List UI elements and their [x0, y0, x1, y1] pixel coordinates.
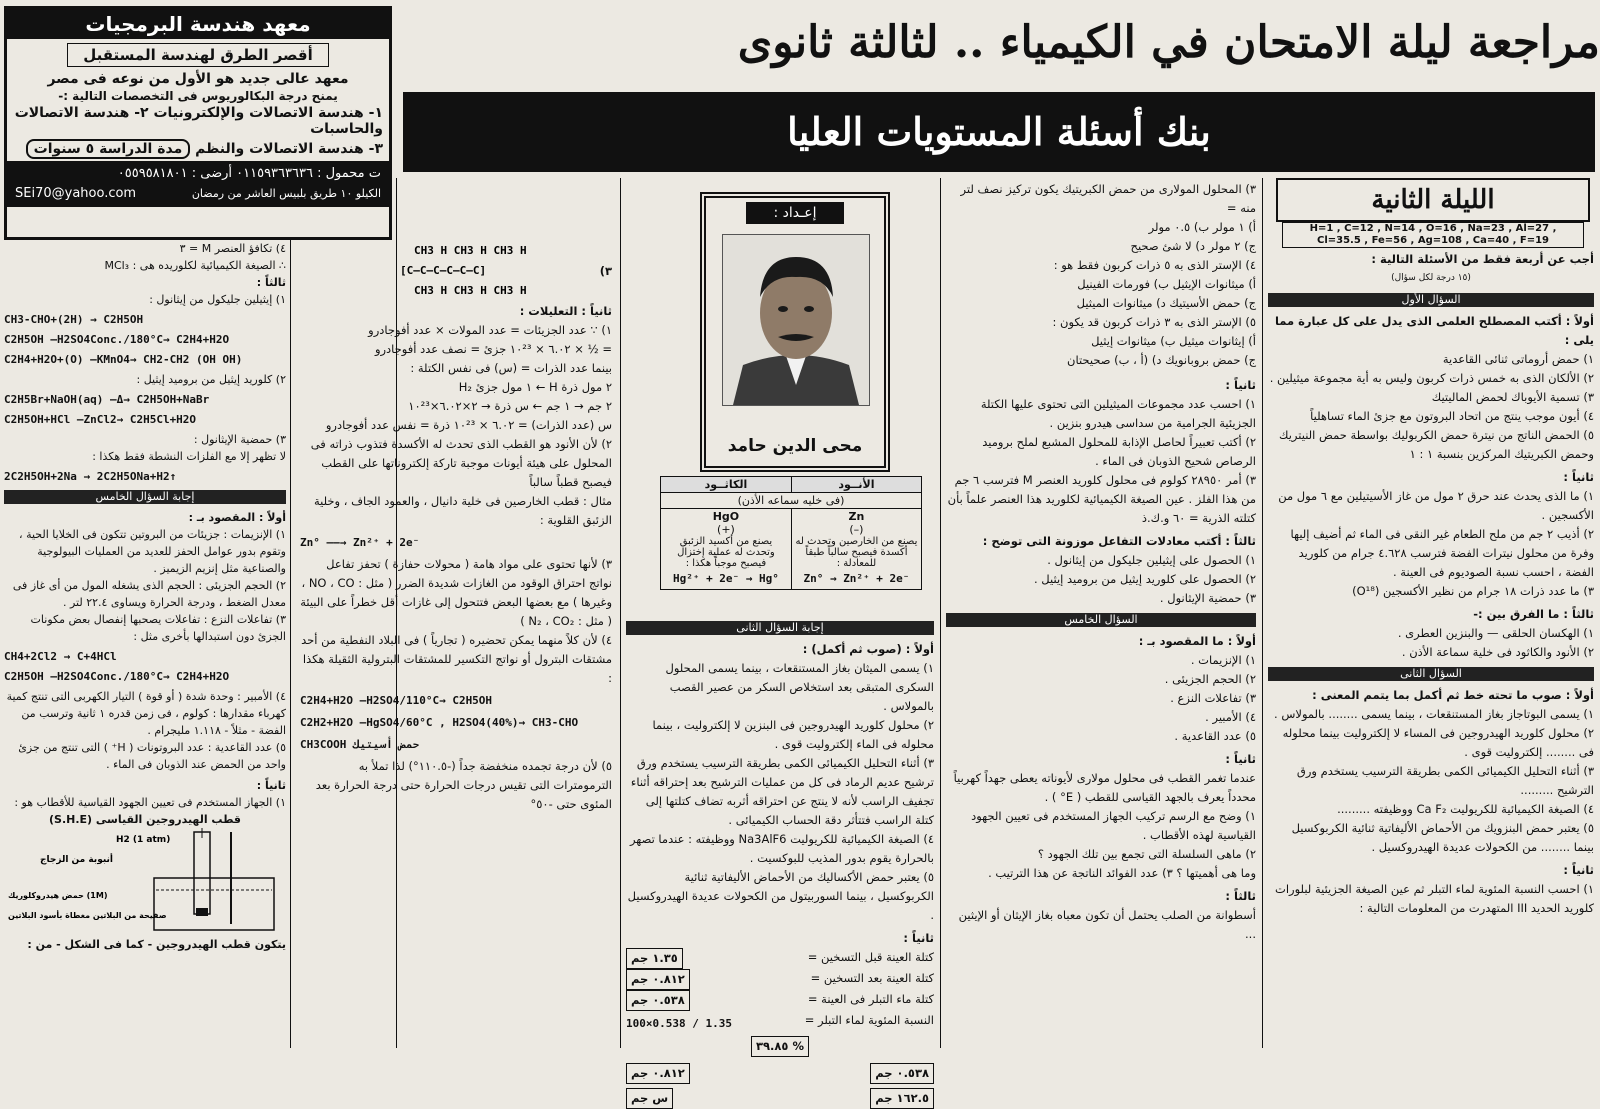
subsection-title: ثانياً : [1225, 378, 1256, 392]
calc-bottom-value: س جم [626, 1088, 673, 1109]
list-item: ٢) أذيب ٢ جم من ملح الطعام غير النقى فى الماء ثم أضيف إليها وفرة من محلول نيترات الفضة فترسب ٤.٦٢٨ جرام من كلوريد الفضة ، احسب نسبة الصوديوم فى العينة . [1290, 527, 1594, 579]
electrode-table [660, 476, 922, 590]
list-item: ٢) الأنود والكاثود فى خلية سماعة الأذن . [1401, 645, 1594, 659]
question-bar: السؤال الثانى [1268, 667, 1594, 681]
equation: Zn° ——→ Zn²⁺ + 2e⁻ [300, 536, 420, 549]
list-item: ٥) الإستر الذى به ٣ ذرات كربون قد يكون : [1052, 315, 1256, 329]
q5-second-items [946, 769, 1256, 883]
anode-sign: (–) [849, 523, 864, 536]
equation: C2H5OH —H2SO4Conc./180°C→ C2H4+H2O [4, 333, 230, 346]
list-item: أ) ميثانوات الإيثيل ب) فورمات الفينيل [1077, 277, 1256, 291]
cathode-equation: Hg²⁺ + 2e⁻ → Hg° [672, 572, 779, 585]
list-item: ١) احسب عدد مجموعات الميثيلين التى تحتوى عليها الكتلة الجزيئية الجرامية من سداسى هيدرو بنزين . [980, 397, 1256, 430]
question-title: أولاً : صوب ما تحته خط ثم أكمل بما يتمم المعنى : [1312, 688, 1594, 702]
question-bar: السؤال الخامس [946, 613, 1256, 627]
calc-rows [626, 948, 934, 1109]
intro: أجب عن أربعة فقط من الأسئلة التالية : [1371, 252, 1594, 266]
ans2-items [626, 659, 934, 925]
cathode-symbol: HgO [712, 510, 740, 523]
calc-bottom-value: ٠.٨١٢ جم [626, 1063, 690, 1084]
hydrogen-electrode-diagram [6, 828, 286, 936]
list-item: ٢) الألكان الذى به خمس ذرات كربون وليس به أية مجموعة ميثيلين . [1269, 371, 1594, 385]
answer-line: ∴ الصيغة الكيميائية لكلوريده هى : MCl₃ [104, 259, 286, 272]
list-item: ١) حمض أروماتى ثنائى القاعدية [1442, 352, 1594, 366]
list-item: ١) الحصول على إيثيلين جليكول من إيثانول . [1047, 553, 1256, 567]
equation: C2H4+H2O —H2SO4/110°C→ C2H5OH [300, 694, 493, 707]
subsection-title: ثانياً : [1225, 752, 1256, 766]
calc-bottom-row [626, 1063, 934, 1084]
column-left [4, 240, 286, 1048]
ad-contact-row [15, 184, 381, 204]
ad-spec-row [13, 139, 383, 159]
polymer-block [300, 240, 612, 302]
calc-value: ١.٣٥ جم [626, 948, 683, 969]
q2-second-item: ١) احسب النسبة المئوية لماء التبلر ثم عين الصيغة الجزيئية لبلورات كلوريد الحديد III المتهدرت من المعلومات التالية : [1275, 882, 1594, 915]
answer-line: قطب الهيدروجين القياسى (S.H.E) [49, 813, 241, 826]
list-item: ٤) الصيغة الكيميائية للكريوليت Na3AlF6 ووظيفته : عندما تصهر بالحرارة يقوم بدور المذيب للبوكسيت . [629, 832, 934, 865]
calc-row [626, 969, 934, 990]
list-item: ٣) تسمية الأيوباك لحمض الماليتيك [1431, 390, 1594, 404]
list-item: ١) الإنزيمات . [1190, 653, 1256, 667]
explanation-item: ٢ جم → ١ جم ← س ذرة → ٢×٦.٠٢×١٠²³ [408, 399, 612, 413]
answer-line: ٥) عدد القاعدية : عدد البروتونات ( H⁺ ) التى تنتج من جزئ واحد من الحمض عند الذوبان فى الماء . [18, 741, 286, 771]
question-title: أولاً : أكتب المصطلح العلمى الذى يدل على كل عبارة مما يلى : [1274, 314, 1594, 347]
cathode-cell [661, 509, 792, 590]
atomic-masses [1282, 222, 1584, 248]
calc-bottom-value: ٠.٥٣٨ جم [870, 1063, 934, 1084]
answer-line: ٤) الأمبير : وحدة شدة ( أو قوة ) التيار الكهربى التى تنتج كمية كهرباء مقدارها : كولوم ، فى زمن قدره ١ ثانية وترسب من الفضة - مثلاً - ١.١١٨ مليجرام . [6, 690, 286, 737]
diagram-label: أنبوبة من الزجاج [40, 855, 113, 865]
list-item: ٣) أمر ٢٨٩٥٠ كولوم فى محلول كلوريد العنصر M فترسب ٦ جم من هذا الفلز . عين الصيغة الكيميائية لكلوريد هذا العنصر علماً بأن كتلته الذرية = ٦٠ و.ك.ذ [947, 473, 1256, 525]
list-item: ١) وضح مع الرسم تركيب الجهاز المستخدم فى تعيين الجهود القياسية لهذه الأقطاب . [971, 809, 1256, 842]
list-item: ٥) الحمض الناتج من نيترة حمض الكربوليك بواسطة حمض النيتريك وحمض الكبريتيك المركزين بنسبة ١ : ١ [1279, 428, 1594, 461]
svg-text:CH3 H CH3 H CH3 H: CH3 H CH3 H CH3 H [413, 284, 527, 297]
list-item: ٢) الحجم الجزيئى . [1164, 672, 1256, 686]
page-title: مراجعة ليلة الامتحان في الكيمياء .. لثالثة ثانوى [737, 17, 1600, 68]
intro-sub: (١٥ درجة لكل سؤال) [1391, 273, 1471, 283]
answer-line: ٣) حمضية الإيثانول : [193, 433, 286, 446]
author-name: محى الدين حامد [727, 436, 863, 456]
ad-footer [7, 161, 389, 207]
q2-items [1268, 705, 1594, 857]
equation: C2H5OH —H2SO4Conc./180°C→ C2H4+H2O [4, 670, 230, 683]
list-item: ٤) الأمبير . [1205, 710, 1256, 724]
list-item: ٣) تفاعلات النزع . [1170, 691, 1256, 705]
diagram-label: حمض هيدروكلوريك (1M) [8, 891, 108, 900]
calc-result-row [626, 1036, 934, 1057]
q5-items [946, 651, 1256, 746]
answer-line: ٢) كلوريد إيثيل من بروميد إيثيل : [136, 373, 286, 386]
calc-value: ٠.٥٣٨ جم [626, 990, 690, 1011]
calc-formula: 100×0.538 / 1.35 [626, 1017, 732, 1030]
equation: CH3-CHO+(2H) → C2H5OH [4, 313, 144, 326]
calc-bottom-value: ١٦٢.٥ جم [870, 1088, 934, 1109]
ad-phones: ت محمول : ٠١١٥٩٣٦٣٦٣٦ أرضى : ٠٥٥٩٥٨١٨٠١ [117, 166, 381, 181]
calc-label: النسبة المئوية لماء التبلر = [804, 1013, 934, 1027]
explanation-item: ٥) لأن درجة تجمده منخفضة جداً (-١١٠.٥°) لذا تملأ به الترمومترات التى تقيس درجات الحرارة حتى درجة الحرارة بعد المئوى حتى -٥٠° [315, 759, 612, 811]
question-number: ٣) [599, 263, 612, 278]
equation: 2C2H5OH+2Na → 2C2H5ONa+H2↑ [4, 470, 177, 483]
table-header-cathode: الكاثــود [661, 477, 792, 493]
q5-third-item: أسطوانة من الصلب يحتمل أن تكون معباه بغاز الإيثان أو الإيثين ... [958, 908, 1256, 941]
night-title: الليلة الثانية [1276, 178, 1590, 222]
list-item: وما هى أهميتها ؟ ٣) عدد الفوائد الناتجة عن هذا الترتيب . [988, 866, 1256, 880]
ad-duration: مدة الدراسة ٥ سنوات [26, 139, 191, 159]
atomic-masses-line: Cl=35.5 , Fe=56 , Ag=108 , Ca=40 , F=19 [1316, 235, 1550, 246]
list-item: ٣) حمضية الإيثانول . [1159, 591, 1256, 605]
answer-line: ١) إيثيلين جليكول من إيثانول : [149, 293, 286, 306]
ad-email[interactable]: SEi70@yahoo.com [15, 186, 137, 201]
explanation-item: بينما عدد الذرات = (س) فى نفس الكتلة : [410, 361, 612, 375]
explanation-item: مثال : قطب الخارصين فى خلية دانيال ، والعمود الجاف ، وخلية الزئبق القلوية : [313, 494, 612, 527]
calc-bottom-row [626, 1088, 934, 1109]
subsection-title: ثالثاً : [1225, 889, 1256, 903]
ad-institute-name: معهد هندسة البرمجيات [7, 9, 389, 39]
explanation-item: ٢ مول ذرة H ← ١ مول جزئ H₂ [458, 380, 612, 394]
list-item: ٤) أيون موجب ينتج من اتحاد البروتون مع جزئ الماء تساهلياً [1310, 409, 1594, 423]
explanation-item: = ½ × ٦.٠٢ × ١٠²³ جزئ = نصف عدد أفوجادرو [374, 342, 612, 356]
anode-symbol: Zn [848, 510, 865, 523]
answer-line: ٤) تكافؤ العنصر M = ٣ [179, 242, 286, 255]
question-bar: السؤال الأول [1268, 293, 1594, 307]
equation: CH3COOH حمض أسيتيك [300, 738, 420, 751]
list-item: ٥) يعتبر حمض الأكساليك من الأحماض الأليفاتية ثنائية الكربوكسيل ، بينما السوربيتول من الكحولات عديدة الهيدروكسيل . [627, 870, 934, 922]
subsection-title: ثالثاً : ما الفرق بين :- [1473, 607, 1594, 621]
answer-line: ٢) الحجم الجزيئى : الحجم الذى يشغله المول من أى غاز فى معدل الضغط ، ودرجة الحرارة ويساوى ٢٢.٤ لتر . [12, 579, 286, 609]
calc-row [626, 990, 934, 1011]
list-item: ١) يسمى الميثان بغاز المستنقعات ، بينما يسمى المحلول السكرى المتبقى بعد استخلاص السكر من عصير القصب بالمولاس . [665, 661, 934, 713]
column-mid-left [300, 240, 612, 1048]
calc-label: كتلة العينة بعد التسخين = [810, 971, 934, 985]
answer-line: ٣) تفاعلات النزع : تفاعلات يصحبها إنفصال بعض مكونات الجزئ دون استبدالها بأخرى مثل : [30, 613, 286, 643]
equation: CH4+2Cl2 → C+4HCl [4, 650, 117, 663]
list-item: أ) ١ مولر ب) ٠.٥ مولر [1148, 220, 1256, 234]
equation: C2H5Br+NaOH(aq) —Δ→ C2H5OH+NaBr [4, 393, 210, 406]
author-box [700, 192, 890, 472]
column-center [626, 616, 934, 1105]
svg-text:[C—C—C—C—C—C]: [C—C—C—C—C—C] [399, 264, 486, 277]
answer-title: أولاً : (صوب ثم أكمل) : [802, 642, 934, 656]
ad-line: يمنح درجة البكالوريوس فى التخصصات التالية :- [58, 89, 338, 103]
list-item: ٢) محلول كلوريد الهيدروجين فى المساء لا إلكتروليت بينما محلوله فى ........ إلكتروليت قوى . [1282, 726, 1594, 759]
list-item: ج) حمض بروبانويك د) (أ ، ب) صحيحتان [1067, 353, 1256, 367]
list-item: ١) الهكسان الحلقى — والبنزين العطرى . [1397, 626, 1594, 640]
atomic-masses-line: H=1 , C=12 , N=14 , O=16 , Na=23 , Al=27 , [1309, 223, 1557, 234]
answer-line: ١) الجهاز المستخدم فى تعيين الجهود القياسية للأقطاب هو : [14, 796, 286, 809]
calc-value: ٠.٨١٢ جم [626, 969, 690, 990]
subsection-title: ثالثاً : أكتب معادلات التفاعل موزونة التى توضح : [982, 534, 1256, 548]
anode-text: يصنع من الخارصين وتحدث له أكسدة فيصبح سالباً طبقاً للمعادلة : [795, 536, 918, 569]
list-item: ٣) أثناء التحليل الكيميائى الكمى بطريقة الترسيب يستخدم ورق ترشيح عديم الرماد فى كل من عمليات الترشيح بعد إحتراقه أثناء تجفيف الراسب لأنه لا ينتج عن احتراقه أثربه تضاف كتلتها إلى كتلة الراسب فتتأثر دقة الحساب الكيميائى . [630, 756, 934, 827]
list-item: ٣) المحلول المولارى من حمض الكبريتيك يكون تركيز نصف لتر منه = [960, 182, 1256, 215]
polymer-structure [394, 240, 594, 302]
list-item: ٣) ما عدد ذرات ١٨ جرام من نظير الأكسجين (O¹⁸) [1352, 584, 1594, 598]
diagram-label: صفيحة من البلاتين مغطاة بأسود البلاتين [8, 911, 167, 920]
ad-address: الكيلو ١٠ طريق بلبيس العاشر من رمضان [191, 187, 381, 200]
institute-ad [4, 6, 392, 240]
calc-row [626, 1011, 934, 1036]
subsection-title: ثانياً : التعليلات : [519, 304, 612, 318]
list-item: ٢) محلول كلوريد الهيدروجين فى البنزين لا إلكتروليت ، بينما محلوله فى الماء إلكتروليت قوى . [652, 718, 934, 751]
svg-text:CH3 H CH3 H CH3 H: CH3 H CH3 H CH3 H [413, 244, 527, 257]
list-item: ٢) الحصول على كلوريد إيثيل من بروميد إيثيل . [1033, 572, 1256, 586]
ad-line: معهد عالى جديد هو الأول من نوعه فى مصر [47, 71, 349, 87]
subsection-title: ثانياً : [256, 779, 286, 792]
list-item: ٣) أثناء التحليل الكيميائى الكمى بطريقة الترسيب يستخدم ورق الترشيح ......... [1296, 764, 1594, 797]
column-right [1268, 250, 1594, 1048]
anode-cell [791, 509, 921, 590]
third-items [946, 551, 1256, 608]
equation: C2H5OH+HCl —ZnCl2→ C2H5Cl+H2O [4, 413, 197, 426]
list-item: ٤) الصيغة الكيميائية للكريوليت Ca F₂ ووظيفته ......... [1337, 802, 1594, 816]
section-banner: بنك أسئلة المستويات العليا [403, 92, 1595, 172]
calc-label: كتلة ماء التبلر فى العينة = [807, 992, 934, 1006]
list-item: أ) إيثانوات ميثيل ب) ميثانوات إيثيل [1091, 334, 1256, 348]
table-header-anode: الأنــود [791, 477, 921, 493]
explanation-item: ٣) لأنها تحتوى على مواد هامة ( محولات حفازة ) تحفز تفاعل نواتج احتراق الوقود من الغازات شديدة الضرر ( مثل : NO ، CO ، وغيرها ) مع بعضها البعض فتتحول إلى غازات أقل خطراً على البيئة ( مثل : N₂ ، CO₂ ) [300, 557, 612, 628]
list-item: ٥) يعتبر حمض البنزويك من الأحماض الأليفاتية ثنائية الكربوكسيل بينما ........ من الكحولات عديدة الهيدروكسيل . [1291, 821, 1594, 854]
q1-second-items [1268, 487, 1594, 601]
ad-spec: ١- هندسة الاتصالات والإلكترونيات ٢- هندسة الاتصالات والحاسبات [14, 105, 383, 137]
column-divider [620, 178, 621, 1048]
answer-bar: إجابة السؤال الثانى [626, 621, 934, 635]
list-item: ج) حمض الأسيتيك د) ميثانوات الميثيل [1076, 296, 1256, 310]
column-divider [1262, 178, 1263, 1048]
ad-slogan: أقصر الطرق لهندسة المستقبل [67, 43, 329, 67]
table-title: (فى خليه سماعه الأذن) [661, 493, 922, 509]
calc-row [626, 948, 934, 969]
subsection-title: ثانياً : [903, 931, 934, 945]
diagram-label: H2 (1 atm) [116, 835, 171, 845]
list-item: ٢) ماهى السلسلة التى تجمع بين تلك الجهود ؟ [1037, 847, 1256, 861]
cathode-text: يصنع من أكسيد الزئبق وتحدث له عملية إختزال فيصبح موجباً هكذا : [677, 536, 775, 569]
column-mid-right [946, 180, 1256, 1048]
answer-bar: إجابة السؤال الخامس [4, 490, 286, 504]
q1-items [1268, 350, 1594, 464]
list-item: ٥) عدد القاعدية . [1174, 729, 1256, 743]
question-title: أولاً : ما المقصود بـ : [1138, 634, 1256, 648]
cathode-sign: (+) [717, 523, 735, 536]
author-label: إعـداد : [746, 202, 844, 224]
equation: C2H4+H2O+(O) —KMnO4→ CH2-CH2 (OH OH) [4, 353, 243, 366]
second-items [946, 395, 1256, 528]
explanation-item: س (عدد الذرات) = ٦.٠٢ × ١٠²³ ذرة = نفس عدد أفوجادرو [325, 418, 612, 432]
explanation-item: ٢) لأن الأنود هو القطب الذى تحدث له الأكسدة فتذوب ذراته فى المحلول على هيئة أيونات موجبة تاركة إلكتروناتها على القطب فيصبح قطباً سالباً [310, 437, 612, 489]
answer-title: أولاً : المقصود بـ : [188, 511, 286, 524]
calc-label: كتلة العينة قبل التسخين = [807, 950, 934, 964]
author-photo [722, 234, 870, 406]
subsection-title: ثانياً : [1563, 863, 1594, 877]
equation: C2H2+H2O —HgSO4/60°C , H2SO4(40%)→ CH3-CHO [300, 716, 579, 729]
list-item: ٤) الإستر الذى به ٥ ذرات كربون فقط هو : [1053, 258, 1256, 272]
column-divider [940, 178, 941, 1048]
list-item: ١) ما الذى يحدث عند حرق ٢ مول من غاز الأسيتيلين مع ٦ مول من الأكسجين . [1278, 489, 1594, 522]
subsection-title: ثالثاً : [256, 276, 286, 289]
anode-equation: Zn° → Zn²⁺ + 2e⁻ [803, 572, 910, 585]
explanation-item: ١) ∵ عدد الجزيئات = عدد المولات × عدد أفوجادرو [368, 323, 612, 337]
q1-third-items [1268, 624, 1594, 662]
explanation-item: ٤) لأن كلاً منهما يمكن تحضيره ( تجارياً ) فى البلاد النفطية من أحد مشتقات البترول أو نواتج التكسير للمشتقات البترولية الثقيلة هكذا : [301, 633, 612, 685]
calc-value: ٣٩.٨٥ % [751, 1036, 809, 1057]
column-divider [290, 238, 291, 1048]
list-item: ج) ٢ مولر د) لا شئ صحيح [1130, 239, 1256, 253]
mcq-items [946, 180, 1256, 370]
list-item: ٢) أكتب تعبيراً لحاصل الإذابة للمحلول المشبع لملح بروميد الرصاص شحيح الذوبان فى الماء . [982, 435, 1256, 468]
subsection-title: ثانياً : [1563, 470, 1594, 484]
answer-line: ١) الإنزيمات : جزيئات من البروتين تتكون فى الخلايا الحية ، وتقوم بدور عوامل الحفز للعديد من العمليات البيولوجية والصناعية مثل إنزيم الزيميز . [19, 528, 286, 575]
list-item: عندما تغمر القطب فى محلول مولارى لأيوناته يعطى جهداً كهربياً محدداً يعرف بالجهد القياسى للقطب ( E° ) . [953, 771, 1256, 804]
answer-line: يتكون قطب الهيدروجين - كما فى الشكل - من : [27, 938, 286, 951]
ad-spec: ٣- هندسة الاتصالات والنظم [195, 141, 383, 157]
answer-line: لا تظهر إلا مع الفلزات النشطة فقط هكذا : [92, 450, 286, 463]
list-item: ١) يسمى البوتاجاز بغاز المستنقعات ، بينما يسمى ........ بالمولاس . [1274, 707, 1594, 721]
